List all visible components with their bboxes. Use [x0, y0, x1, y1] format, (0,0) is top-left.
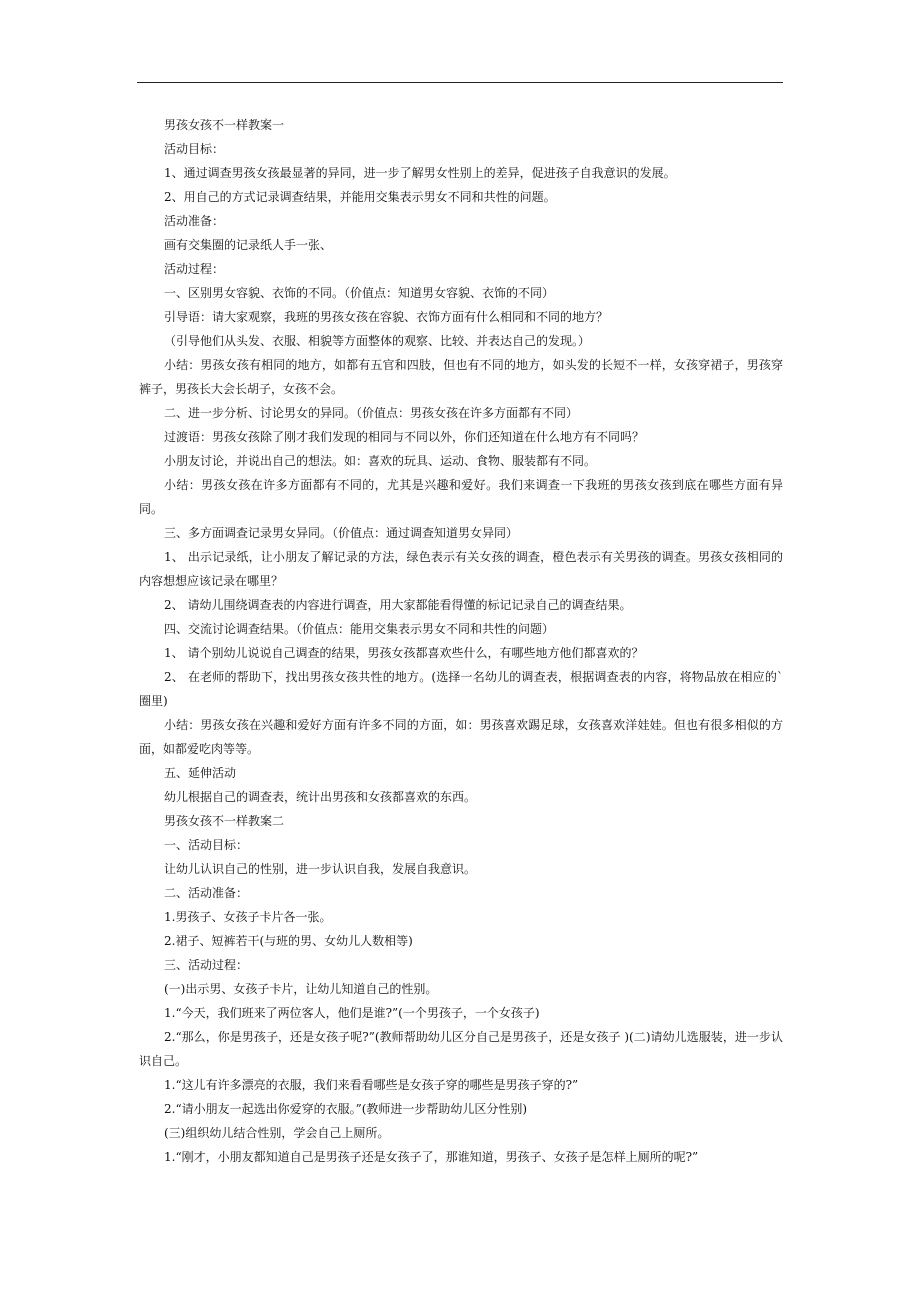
step-heading: 四、交流讨论调查结果。（价值点：能用交集表示男女不同和共性的问题）: [164, 622, 555, 636]
list-item: 2.“那么，你是男孩子，还是女孩子呢?”(教师帮助幼儿区分自己是男孩子，还是女孩子 )(二)请幼儿选服装，进一步认识自己。: [139, 1030, 783, 1068]
step-heading: 三、多方面调查记录男女异同。（价值点：通过调查知道男女异同）: [164, 526, 519, 540]
doc-title-1: 男孩女孩不一样教案一: [164, 118, 285, 132]
section-heading: 活动准备：: [164, 214, 225, 228]
paragraph: 让幼儿认识自己的性别，进一步认识自我，发展自我意识。: [164, 862, 477, 876]
step-heading: (三)组织幼儿结合性别，学会自己上厕所。: [164, 1126, 390, 1140]
section-heading: 二、活动准备：: [164, 886, 249, 900]
document-body: [139, 113, 783, 1169]
paragraph: 引导语：请大家观察，我班的男孩女孩在容貌、衣饰方面有什么相同和不同的地方？: [164, 310, 609, 324]
list-item: 1.“刚才，小朋友都知道自己是男孩子还是女孩子了，那谁知道，男孩子、女孩子是怎样上厕所的呢?”: [164, 1150, 699, 1164]
step-heading: 五、延伸活动: [164, 766, 237, 780]
list-item: 2、 在老师的帮助下，找出男孩女孩共性的地方。(选择一名幼儿的调查表，根据调查表的内容，将物品放在相应的`圈里): [139, 670, 783, 708]
list-item: 2、 请幼儿围绕调查表的内容进行调查，用大家都能看得懂的标记记录自己的调查结果。: [164, 598, 632, 612]
paragraph: 小结：男孩女孩有相同的地方，如都有五官和四肢，但也有不同的地方，如头发的长短不一样，女孩穿裙子，男孩穿裤子，男孩长大会长胡子，女孩不会。: [139, 358, 783, 396]
header-rule: [137, 82, 783, 83]
step-heading: 一、区别男女容貌、衣饰的不同。（价值点：知道男女容貌、衣饰的不同）: [164, 286, 555, 300]
list-item: 2.裙子、短裤若干(与班的男、女幼儿人数相等): [164, 934, 413, 948]
list-item: 1.男孩子、女孩子卡片各一张。: [164, 910, 332, 924]
section-heading: 活动过程：: [164, 262, 225, 276]
paragraph: （引导他们从头发、衣服、相貌等方面整体的观察、比较、并表达自己的发现。）: [164, 334, 591, 348]
list-item: 1.“这儿有许多漂亮的衣服，我们来看看哪些是女孩子穿的哪些是男孩子穿的?”: [164, 1078, 579, 1092]
paragraph: 幼儿根据自己的调查表，统计出男孩和女孩都喜欢的东西。: [164, 790, 477, 804]
step-heading: 二、进一步分析、讨论男女的异同。（价值点：男孩女孩在许多方面都有不同）: [164, 406, 579, 420]
paragraph: 过渡语：男孩女孩除了刚才我们发现的相同与不同以外，你们还知道在什么地方有不同吗？: [164, 430, 645, 444]
list-item: 2.“请小朋友一起选出你爱穿的衣服。”(教师进一步帮助幼儿区分性别): [164, 1102, 528, 1116]
doc-title-2: 男孩女孩不一样教案二: [164, 814, 285, 828]
list-item: 1.“今天，我们班来了两位客人，他们是谁?”(一个男孩子，一个女孩子): [164, 1006, 540, 1020]
goal-item: 1、通过调查男孩女孩最显著的异同，进一步了解男女性别上的差异，促进孩子自我意识的发展。: [164, 166, 676, 180]
step-heading: (一)出示男、女孩子卡片，让幼儿知道自己的性别。: [164, 982, 438, 996]
list-item: 1、 请个别幼儿说说自己调查的结果，男孩女孩都喜欢些什么，有哪些地方他们都喜欢的？: [164, 646, 644, 660]
section-heading: 一、活动目标：: [164, 838, 249, 852]
section-heading: 活动目标：: [164, 142, 225, 156]
paragraph: 小结：男孩女孩在兴趣和爱好方面有许多不同的方面，如：男孩喜欢踢足球，女孩喜欢洋娃娃。但也有很多相似的方面，如都爱吃肉等等。: [139, 718, 783, 756]
section-heading: 三、活动过程：: [164, 958, 249, 972]
list-item: 1、 出示记录纸，让小朋友了解记录的方法，绿色表示有关女孩的调查，橙色表示有关男孩的调查。男孩女孩相同的内容想想应该记录在哪里？: [139, 550, 783, 588]
paragraph: 画有交集圈的记录纸人手一张、: [164, 238, 333, 252]
goal-item: 2、用自己的方式记录调查结果，并能用交集表示男女不同和共性的问题。: [164, 190, 556, 204]
paragraph: 小结：男孩女孩在许多方面都有不同的，尤其是兴趣和爱好。我们来调查一下我班的男孩女孩到底在哪些方面有异同。: [139, 478, 783, 516]
paragraph: 小朋友讨论，并说出自己的想法。如：喜欢的玩具、运动、食物、服装都有不同。: [164, 454, 597, 468]
